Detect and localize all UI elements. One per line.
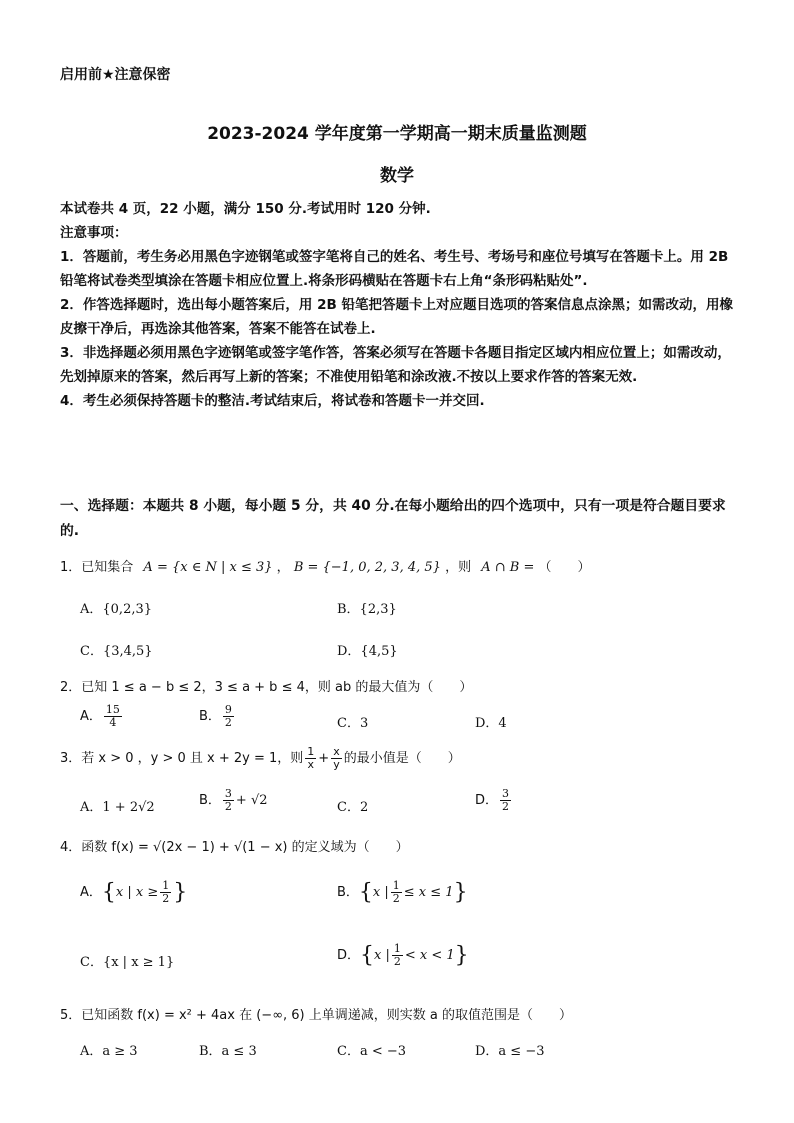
q4-option-d: D．{x | $\frac{1}{2}$ < x < 1} bbox=[337, 942, 469, 968]
notes-intro: 本试卷共 4 页，22 小题，满分 150 分.考试用时 120 分钟. bbox=[60, 201, 431, 217]
q1-option-d: D．{4,5} bbox=[337, 644, 398, 659]
notes-item: 1．答题前，考生务必用黑色字迹钢笔或签字笔将自己的姓名、考生号、考场号和座位号填写在答题卡上。用 2B 铅笔将试卷类型填涂在答题卡相应位置上.将条形码横贴在答题卡右上角“条形码粘贴处”. bbox=[60, 249, 729, 289]
q5-option-c: C．a < −3 bbox=[337, 1044, 407, 1059]
q4-option-c: C．{x | x ≥ 1} bbox=[80, 955, 175, 970]
question-1-stem: 1．已知集合 A = {x ∈ N | x ≤ 3} ， B = {−1, 0, 2, 3, 4, 5} ，则 A ∩ B = （ ） bbox=[60, 560, 591, 575]
q2-option-c: C．3 bbox=[337, 716, 369, 731]
q5-option-a: A．a ≥ 3 bbox=[80, 1044, 138, 1059]
exam-title: 2023-2024 学年度第一学期高一期末质量监测题 bbox=[207, 124, 587, 144]
exam-notes bbox=[60, 197, 740, 413]
q3-option-b: B． $\frac{3}{2}$ + √2 bbox=[199, 787, 268, 813]
question-3-stem: 3．若 x > 0 ，y > 0 且 x + 2y = 1，则 $\frac{1}{x}$ + $\frac{x}{y}$ 的最小值是（ ） bbox=[60, 745, 461, 771]
q2-option-a: A． $\frac{15}{4}$ bbox=[80, 703, 120, 729]
question-4-stem: 4．函数 f(x) = √(2x − 1) + √(1 − x) 的定义域为（ ） bbox=[60, 840, 409, 855]
notes-item: 4．考生必须保持答题卡的整洁.考试结束后，将试卷和答题卡一并交回. bbox=[60, 393, 485, 409]
q4-option-a: A．{x | x ≥ $\frac{1}{2}$ } bbox=[80, 879, 188, 905]
notes-item: 2．作答选择题时，选出每小题答案后，用 2B 铅笔把答题卡上对应题目选项的答案信息点涂黑；如需改动，用橡皮擦干净后，再选涂其他答案，答案不能答在试卷上. bbox=[60, 297, 733, 337]
q3-option-a: A．1 + 2√2 bbox=[80, 800, 155, 815]
q2-option-b: B． $\frac{9}{2}$ bbox=[199, 703, 232, 729]
confidential-label: 启用前★注意保密 bbox=[60, 67, 171, 83]
q2-option-d: D．4 bbox=[475, 716, 507, 731]
q3-option-c: C．2 bbox=[337, 800, 369, 815]
q1-option-a: A．{0,2,3} bbox=[80, 602, 153, 617]
section-heading: 一、选择题：本题共 8 小题，每小题 5 分，共 40 分.在每小题给出的四个选项中，只有一项是符合题目要求的. bbox=[60, 498, 726, 539]
subject-title: 数学 bbox=[380, 166, 414, 186]
notes-item: 3．非选择题必须用黑色字迹钢笔或签字笔作答，答案必须写在答题卡各题目指定区域内相应位置上；如需改动，先划掉原来的答案，然后再写上新的答案；不准使用铅笔和涂改液.不按以上要求作答的答案无效. bbox=[60, 345, 731, 385]
q1-option-c: C．{3,4,5} bbox=[80, 644, 153, 659]
notes-heading: 注意事项： bbox=[60, 225, 128, 241]
q3-option-d: D． $\frac{3}{2}$ bbox=[475, 787, 510, 813]
question-5-stem: 5．已知函数 f(x) = x² + 4ax 在 (−∞, 6) 上单调递减，则实数 a 的取值范围是（ ） bbox=[60, 1008, 572, 1023]
q1-option-b: B．{2,3} bbox=[337, 602, 397, 617]
q5-option-d: D．a ≤ −3 bbox=[475, 1044, 545, 1059]
q4-option-b: B．{x | $\frac{1}{2}$ ≤ x ≤ 1} bbox=[337, 879, 468, 905]
q5-option-b: B．a ≤ 3 bbox=[199, 1044, 257, 1059]
question-2-stem: 2．已知 1 ≤ a − b ≤ 2，3 ≤ a + b ≤ 4，则 ab 的最大值为（ ） bbox=[60, 680, 473, 695]
